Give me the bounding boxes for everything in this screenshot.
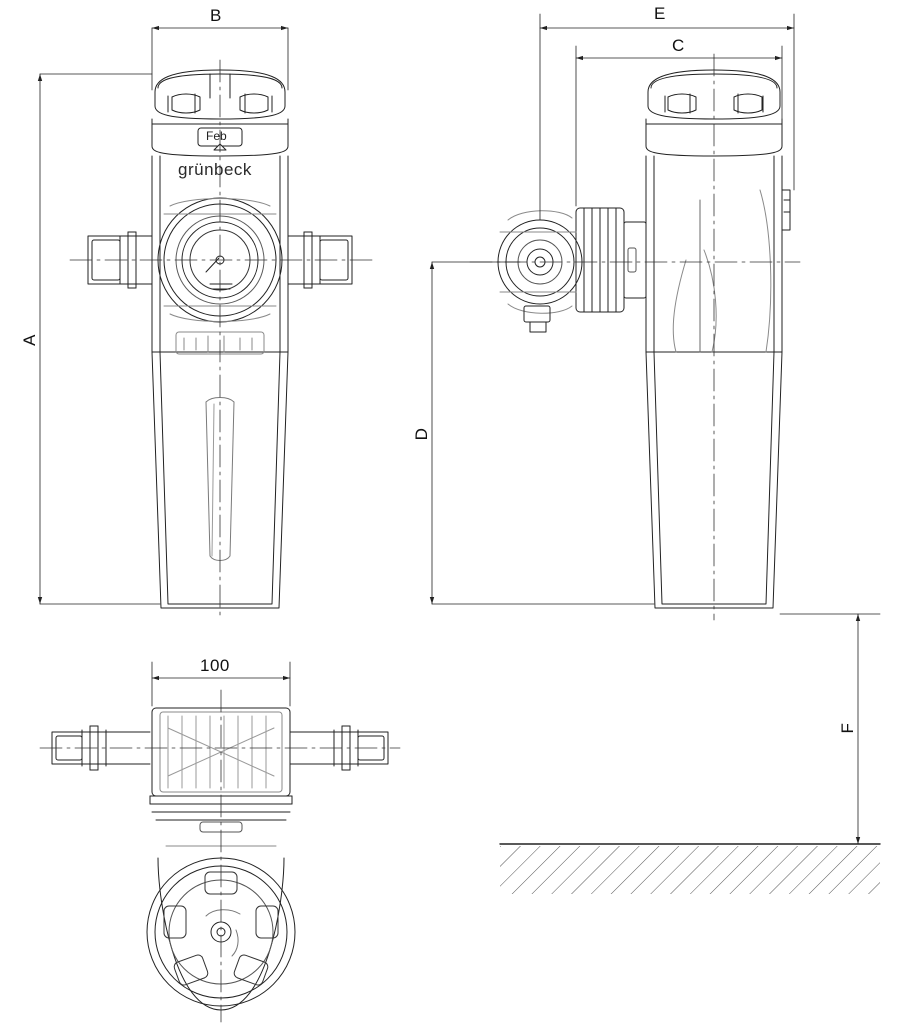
front-view-centerlines (70, 60, 372, 620)
dimension-label-D: D (412, 427, 431, 441)
side-view-centerlines (470, 54, 800, 620)
dimension-label-100: 100 (200, 656, 230, 675)
dimension-label-F: F (838, 722, 857, 734)
dimension-label-C: C (672, 36, 685, 55)
dimension-F (780, 614, 880, 844)
side-view-geometry (498, 70, 790, 608)
floor-line (500, 844, 880, 894)
dimension-label-E: E (654, 4, 666, 23)
top-view-geometry (52, 708, 388, 1010)
dimension-label-B: B (210, 6, 222, 25)
display-month-label: Feb (206, 129, 227, 143)
brand-label: grünbeck (178, 160, 252, 179)
dimension-A (40, 74, 160, 604)
top-view-centerlines (40, 690, 400, 1022)
dimension-label-A: A (20, 334, 39, 346)
dimension-C (576, 46, 782, 206)
